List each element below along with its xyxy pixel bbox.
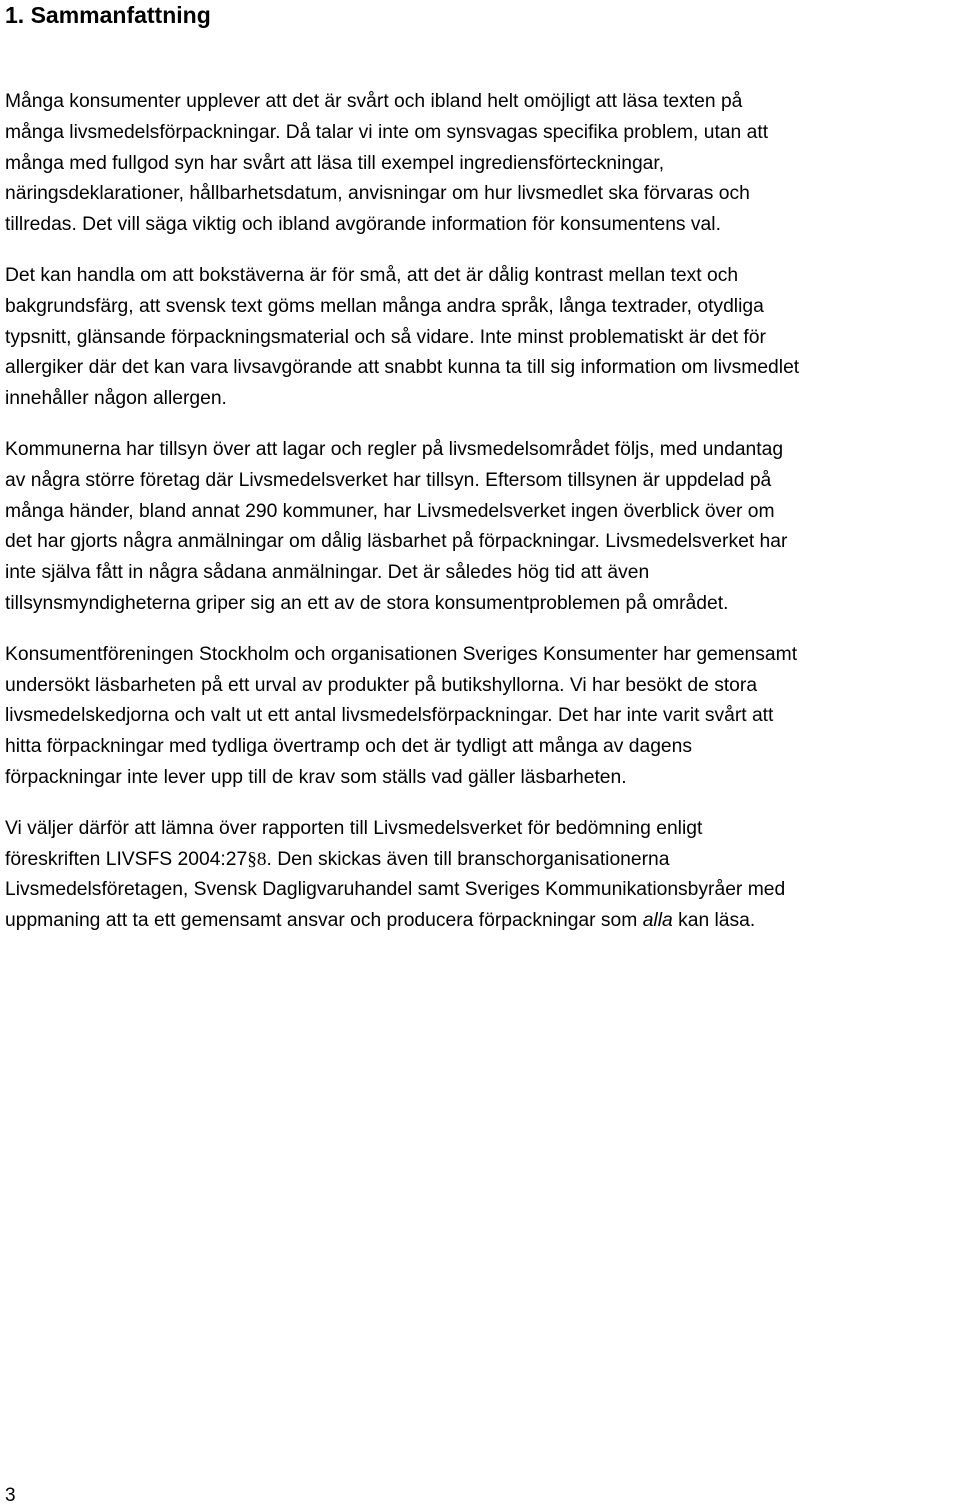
paragraph-supervision [5,435,960,620]
paragraph-survey [5,640,960,794]
text-line [5,845,960,876]
text-line: tillredas. Det vill säga viktig och ibland avgörande information för konsumentens val. [5,214,721,236]
text-line: typsnitt, glänsande förpackningsmaterial och så vidare. Inte minst problematiskt är det för [5,326,766,348]
text-line: förpackningar inte lever upp till de krav som ställs vad gäller läsbarheten. [5,766,627,788]
section-heading: 1. Sammanfattning [5,2,211,28]
text-line: innehåller någon allergen. [5,388,227,410]
text-line: av några större företag där Livsmedelsverket har tillsyn. Eftersom tillsynen är uppdelad på [5,469,772,491]
text-line: Det kan handla om att bokstäverna är för små, att det är dålig kontrast mellan text och [5,264,739,286]
paragraph-conclusion [5,814,960,937]
text-run: kan läsa. [672,910,756,932]
text-line: hitta förpackningar med tydliga övertramp och det är tydligt att många av dagens [5,736,693,758]
document-body [5,87,960,957]
text-line: näringsdeklarationer, hållbarhetsdatum, anvisningar om hur livsmedlet ska förvaras och [5,183,750,205]
text-line: Livsmedelsföretagen, Svensk Dagligvaruhandel samt Sveriges Kommunikationsbyråer med [5,879,786,901]
text-line: många livsmedelsförpackningar. Då talar vi inte om synsvagas specifika problem, utan att [5,121,769,143]
text-line: många med fullgod syn har svårt att läsa till exempel ingrediensförteckningar, [5,152,665,174]
section-reference: §8 [247,848,267,870]
text-line: Vi väljer därför att lämna över rapporten till Livsmedelsverket för bedömning enligt [5,817,703,839]
page-number: 3 [5,1485,16,1506]
text-run: uppmaning att ta ett gemensamt ansvar och producera förpackningar som [5,910,643,932]
text-line: inte själva fått in några sådana anmälningar. Det är således hög tid att även [5,562,650,584]
text-run: föreskriften LIVSFS 2004:27 [5,848,248,870]
text-run: . Den skickas även till branschorganisationerna [266,848,670,870]
paragraph-problems [5,261,960,415]
text-line: allergiker där det kan vara livsavgörande att snabbt kunna ta till sig information om livsmedlet [5,357,800,379]
text-line: tillsynsmyndigheterna griper sig an ett av de stora konsumentproblemen på området. [5,592,729,614]
text-line: bakgrundsfärg, att svensk text göms mellan många andra språk, långa textrader, otydliga [5,295,764,317]
text-line: Kommunerna har tillsyn över att lagar och regler på livsmedelsområdet följs, med undantag [5,438,784,460]
text-line: det har gjorts några anmälningar om dålig läsbarhet på förpackningar. Livsmedelsverket har [5,531,788,553]
text-line: Konsumentföreningen Stockholm och organisationen Sveriges Konsumenter har gemensamt [5,643,798,665]
text-line: livsmedelskedjorna och valt ut ett antal livsmedelsförpackningar. Det har inte varit svårt att [5,705,774,727]
text-line: många händer, bland annat 290 kommuner, har Livsmedelsverket ingen överblick över om [5,500,775,522]
text-line [5,906,960,937]
emphasis-text: alla [642,910,673,932]
paragraph-intro [5,87,960,241]
text-line: undersökt läsbarheten på ett urval av produkter på butikshyllorna. Vi har besökt de stora [5,674,758,696]
text-line: Många konsumenter upplever att det är svårt och ibland helt omöjligt att läsa texten på [5,91,743,112]
